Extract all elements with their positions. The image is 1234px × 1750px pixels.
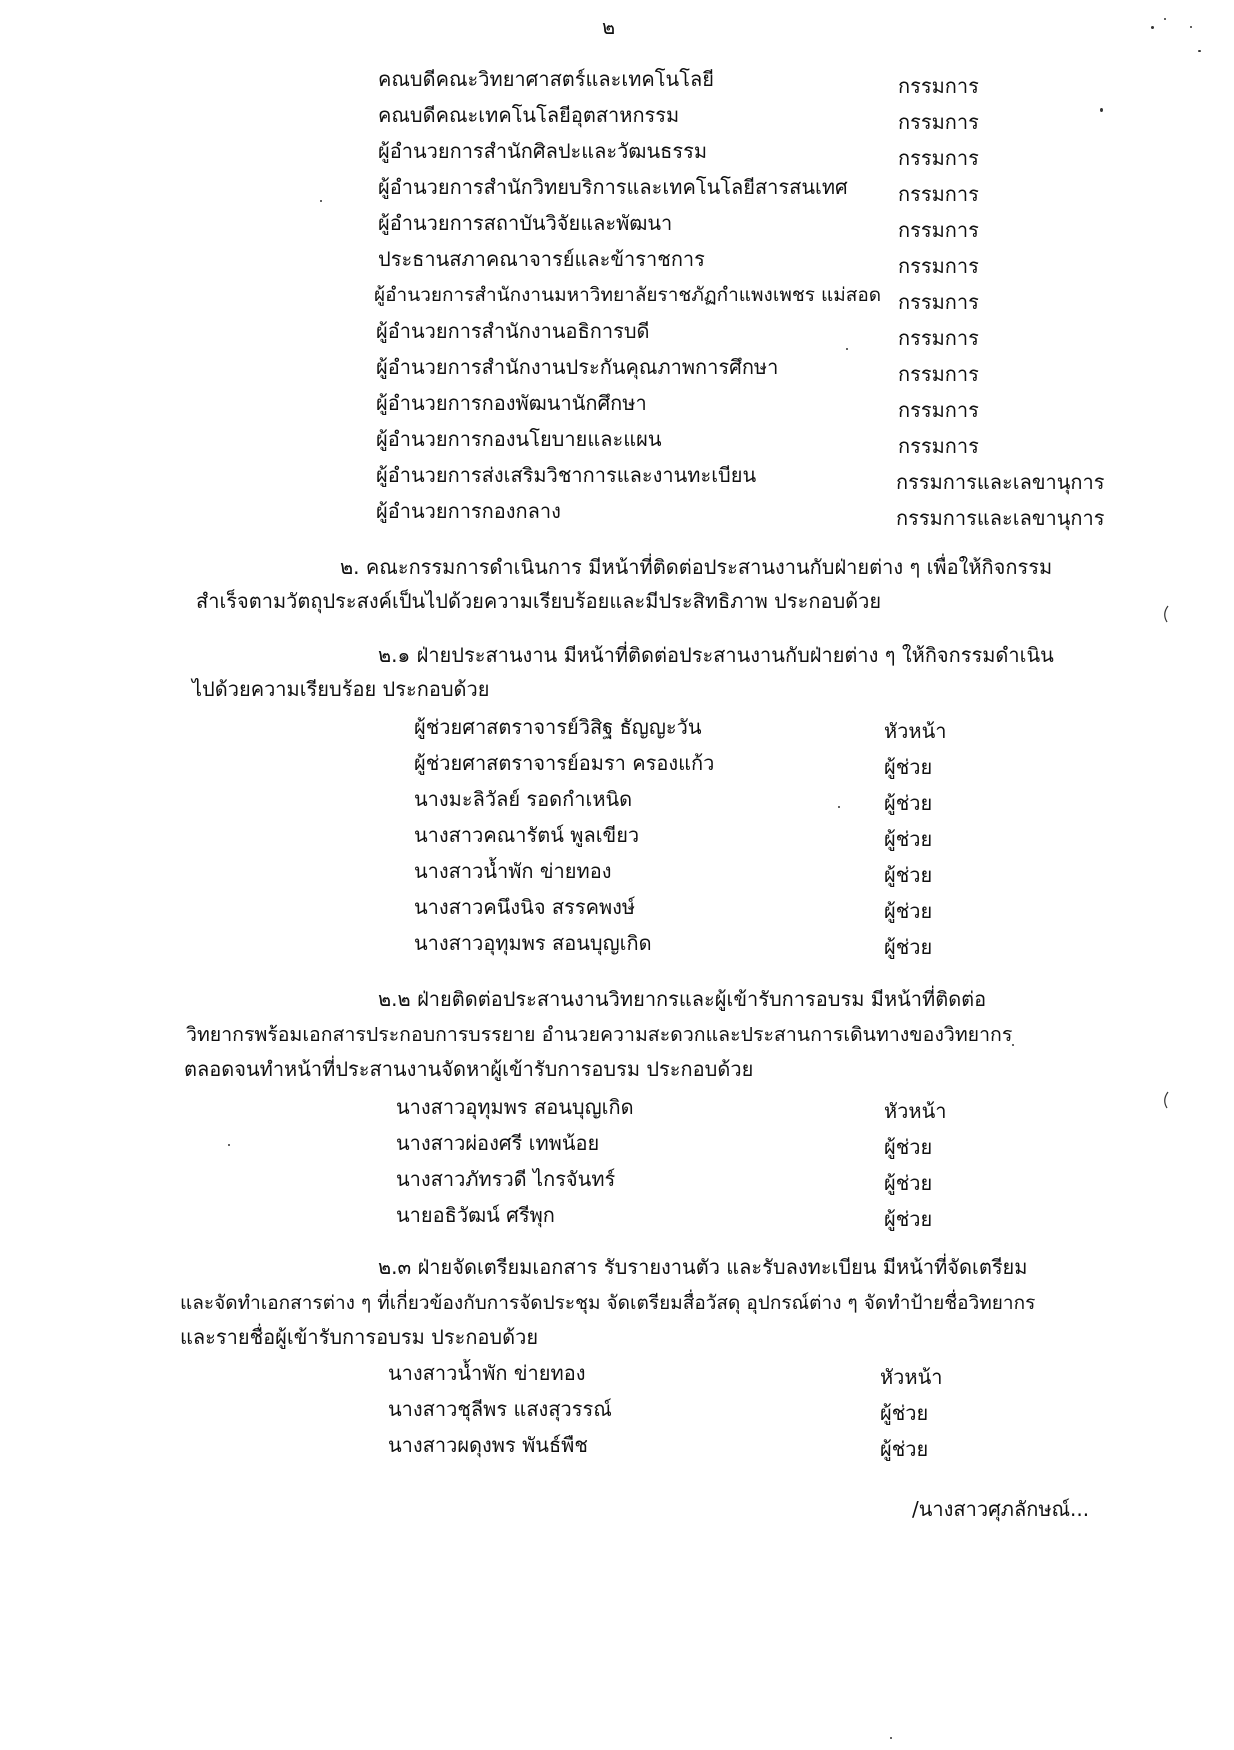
committee-position: ผู้อำนวยการสำนักงานอธิการบดี <box>376 319 650 343</box>
section-2-1-text: ไปด้วยความเรียบร้อย ประกอบด้วย <box>192 677 490 701</box>
committee-position: ผู้อำนวยการกองกลาง <box>376 499 561 523</box>
committee-position: ผู้อำนวยการกองนโยบายและแผน <box>376 427 662 451</box>
page-number: ๒ <box>602 15 616 39</box>
scan-speck <box>1012 1044 1014 1046</box>
scan-bracket-mark <box>1160 1090 1170 1110</box>
member-role: ผู้ช่วย <box>880 1437 929 1461</box>
committee-position: คณบดีคณะวิทยาศาสตร์และเทคโนโลยี <box>378 67 714 91</box>
scan-speck <box>1190 26 1192 28</box>
committee-role: กรรมการ <box>898 110 979 134</box>
member-name: นายอธิวัฒน์ ศรีพุก <box>396 1203 555 1227</box>
member-name: นางสาวอุทุมพร สอนบุญเกิด <box>396 1095 634 1119</box>
scan-speck <box>228 1144 230 1146</box>
member-role: ผู้ช่วย <box>884 863 933 887</box>
committee-position: ผู้อำนวยการส่งเสริมวิชาการและงานทะเบียน <box>376 463 757 487</box>
scan-speck <box>1151 26 1154 29</box>
committee-role: กรรมการ <box>898 218 979 242</box>
committee-position: ผู้อำนวยการสำนักงานประกันคุณภาพการศึกษา <box>376 355 779 379</box>
member-name: นางสาวภัทรวดี ไกรจันทร์ <box>396 1167 616 1191</box>
committee-position: ผู้อำนวยการสถาบันวิจัยและพัฒนา <box>378 211 673 235</box>
member-role: ผู้ช่วย <box>884 755 933 779</box>
section-2-3-text: และจัดทำเอกสารต่าง ๆ ที่เกี่ยวข้องกับการจัดประชุม จัดเตรียมสื่อวัสดุ อุปกรณ์ต่าง ๆ จัดทำป้ายชื่อวิทยากร <box>180 1292 1036 1314</box>
member-role: หัวหน้า <box>884 1099 947 1123</box>
member-name: นางสาวผ่องศรี เทพน้อย <box>396 1131 600 1155</box>
section-2-3-heading: ๒.๓ ฝ่ายจัดเตรียมเอกสาร รับรายงานตัว และรับลงทะเบียน มีหน้าที่จัดเตรียม <box>378 1255 1028 1279</box>
committee-role: กรรมการ <box>898 398 979 422</box>
scan-speck <box>320 200 322 202</box>
member-name: ผู้ช่วยศาสตราจารย์วิสิฐ ธัญญะวัน <box>414 715 702 739</box>
committee-position: ผู้อำนวยการกองพัฒนานักศึกษา <box>376 391 647 415</box>
scan-speck <box>846 348 848 350</box>
committee-position: ผู้อำนวยการสำนักงานมหาวิทยาลัยราชภัฏกำแพงเพชร แม่สอด <box>374 284 882 306</box>
committee-role: กรรมการ <box>898 254 979 278</box>
member-name: นางสาวอุทุมพร สอนบุญเกิด <box>414 931 652 955</box>
member-role: หัวหน้า <box>880 1365 943 1389</box>
committee-role: กรรมการ <box>898 434 979 458</box>
member-role: ผู้ช่วย <box>884 935 933 959</box>
section-2-2-text: ตลอดจนทำหน้าที่ประสานงานจัดหาผู้เข้ารับการอบรม ประกอบด้วย <box>184 1057 754 1081</box>
member-name: นางมะลิวัลย์ รอดกำเหนิด <box>414 787 633 811</box>
committee-role: กรรมการและเลขานุการ <box>896 470 1105 494</box>
committee-role: กรรมการ <box>898 326 979 350</box>
member-role: หัวหน้า <box>884 719 947 743</box>
section-2-text: สำเร็จตามวัตถุประสงค์เป็นไปด้วยความเรียบร้อยและมีประสิทธิภาพ ประกอบด้วย <box>196 589 882 613</box>
committee-role: กรรมการ <box>898 182 979 206</box>
scan-speck <box>1164 18 1166 20</box>
committee-role: กรรมการและเลขานุการ <box>896 506 1105 530</box>
section-2-heading: ๒. คณะกรรมการดำเนินการ มีหน้าที่ติดต่อประสานงานกับฝ่ายต่าง ๆ เพื่อให้กิจกรรม <box>340 555 1053 579</box>
member-name: ผู้ช่วยศาสตราจารย์อมรา ครองแก้ว <box>414 751 715 775</box>
member-role: ผู้ช่วย <box>880 1401 929 1425</box>
member-name: นางสาวคณารัตน์ พูลเขียว <box>414 823 640 847</box>
section-2-1-heading: ๒.๑ ฝ่ายประสานงาน มีหน้าที่ติดต่อประสานงานกับฝ่ายต่าง ๆ ให้กิจกรรมดำเนิน <box>378 643 1054 667</box>
committee-role: กรรมการ <box>898 290 979 314</box>
member-role: ผู้ช่วย <box>884 827 933 851</box>
section-2-2-heading: ๒.๒ ฝ่ายติดต่อประสานงานวิทยากรและผู้เข้ารับการอบรม มีหน้าที่ติดต่อ <box>378 987 987 1011</box>
committee-role: กรรมการ <box>898 146 979 170</box>
member-name: นางสาวคนึงนิจ สรรคพงษ์ <box>414 895 636 919</box>
member-role: ผู้ช่วย <box>884 1171 933 1195</box>
scan-speck <box>838 806 840 808</box>
committee-position: ประธานสภาคณาจารย์และข้าราชการ <box>378 247 705 271</box>
committee-role: กรรมการ <box>898 362 979 386</box>
member-name: นางสาวผดุงพร พันธ์พืช <box>388 1433 588 1457</box>
committee-role: กรรมการ <box>898 74 979 98</box>
committee-position: ผู้อำนวยการสำนักวิทยบริการและเทคโนโลยีสารสนเทศ <box>378 175 848 199</box>
section-2-3-text: และรายชื่อผู้เข้ารับการอบรม ประกอบด้วย <box>180 1325 539 1349</box>
scan-bracket-mark <box>1160 604 1170 624</box>
section-2-2-text: วิทยากรพร้อมเอกสารประกอบการบรรยาย อำนวยความสะดวกและประสานการเดินทางของวิทยากร <box>186 1023 1013 1046</box>
scan-speck <box>1100 108 1103 112</box>
member-name: นางสาวน้ำพัก ข่ายทอง <box>388 1361 586 1385</box>
member-name: นางสาวน้ำพัก ข่ายทอง <box>414 859 612 883</box>
member-role: ผู้ช่วย <box>884 1207 933 1231</box>
continuation-text: /นางสาวศุภลักษณ์... <box>912 1497 1090 1521</box>
scan-speck <box>1198 50 1201 52</box>
member-role: ผู้ช่วย <box>884 1135 933 1159</box>
member-role: ผู้ช่วย <box>884 899 933 923</box>
member-name: นางสาวชุลีพร แสงสุวรรณ์ <box>388 1397 612 1421</box>
member-role: ผู้ช่วย <box>884 791 933 815</box>
committee-position: คณบดีคณะเทคโนโลยีอุตสาหกรรม <box>378 103 680 127</box>
committee-position: ผู้อำนวยการสำนักศิลปะและวัฒนธรรม <box>378 139 708 163</box>
scan-speck <box>890 1737 892 1739</box>
